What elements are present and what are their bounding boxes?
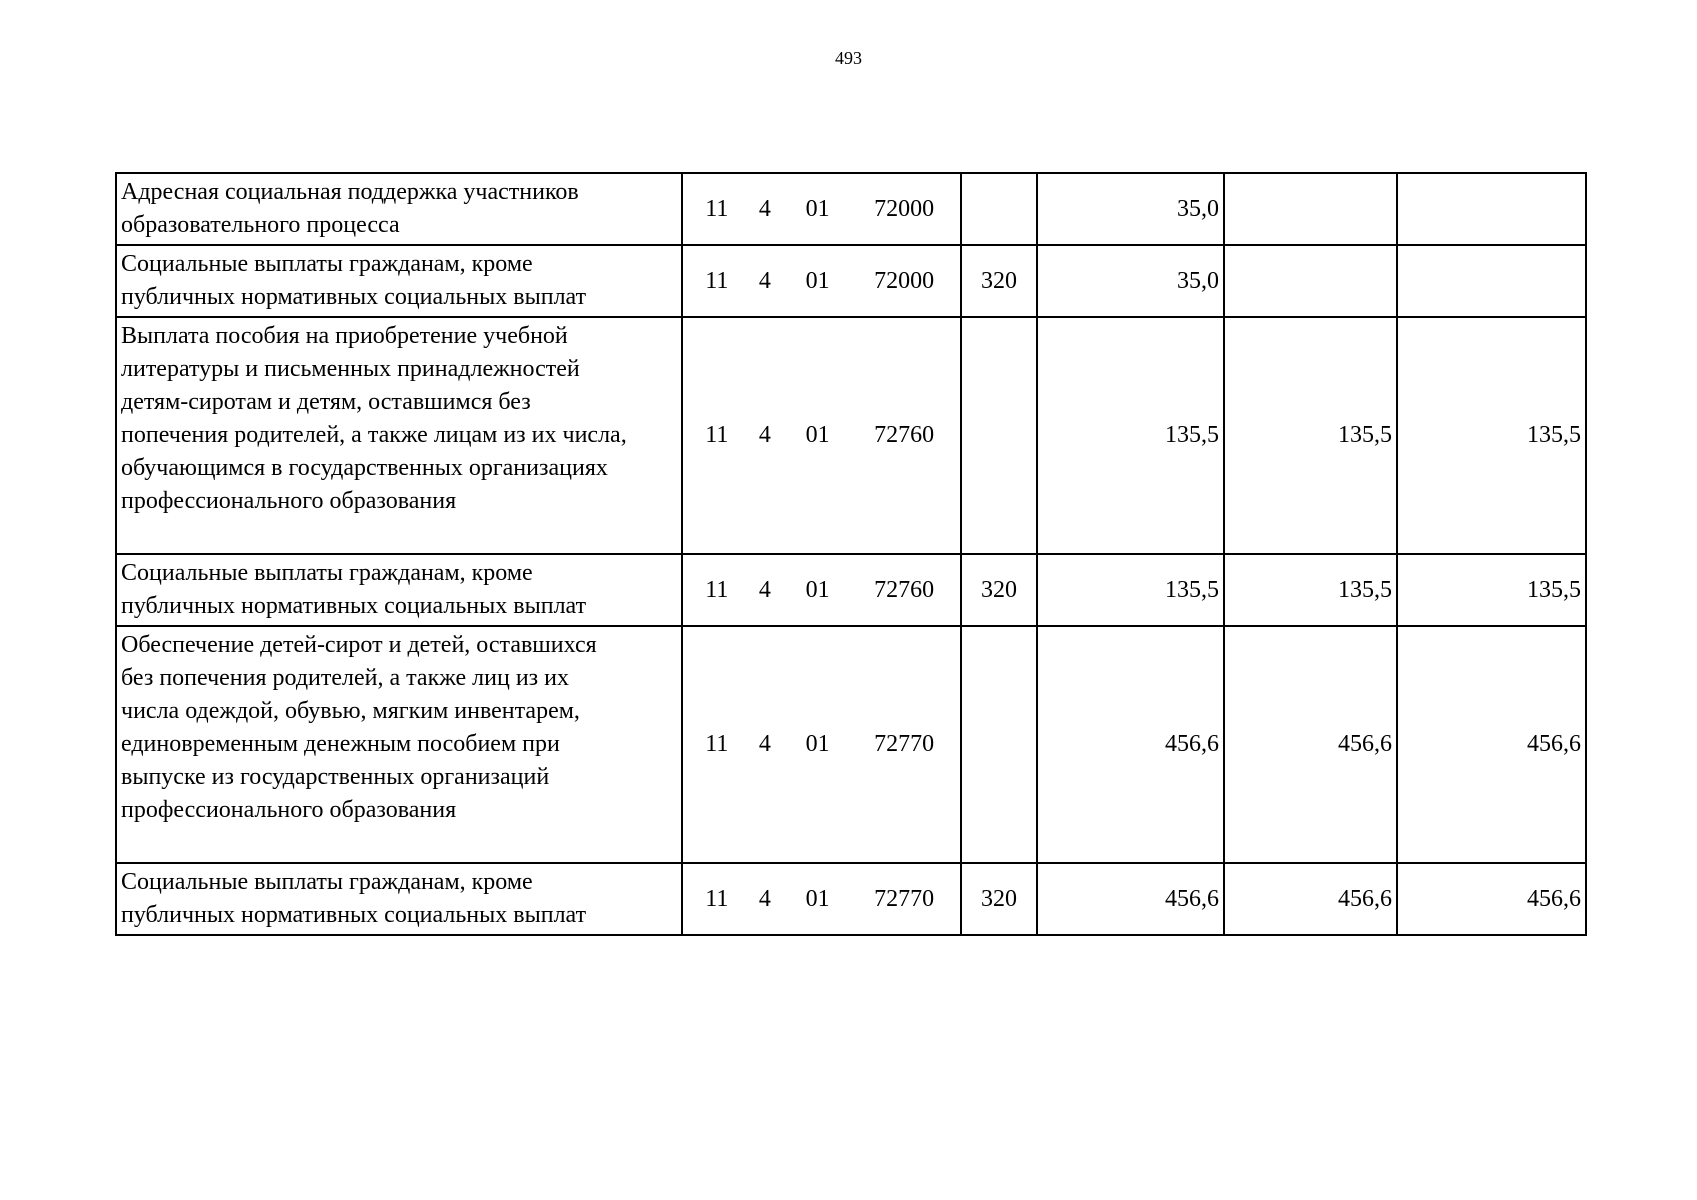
row-description (116, 245, 682, 317)
code-subprogram: 01 (805, 731, 830, 757)
code-cell (682, 173, 961, 245)
description-line: без попечения родителей, а также лиц из их (121, 665, 569, 691)
code-section: 11 (705, 731, 729, 757)
code-subprogram: 01 (805, 422, 830, 448)
table-row (116, 863, 1586, 935)
code-cell (682, 317, 961, 554)
code-program: 4 (758, 195, 771, 222)
code-direction: 72760 (874, 422, 935, 448)
code-section: 11 (705, 267, 729, 294)
code-section: 11 (705, 576, 729, 603)
description-line: выпуске из государственных организаций (121, 764, 550, 790)
code-direction: 72000 (874, 195, 935, 222)
amount-year1: 35,0 (1037, 245, 1224, 317)
amount-year2: 135,5 (1224, 317, 1397, 554)
amount-year1: 135,5 (1037, 317, 1224, 554)
amount-year3 (1397, 173, 1586, 245)
amount-year1: 456,6 (1037, 626, 1224, 863)
code-direction: 72770 (874, 885, 935, 912)
description-line: Социальные выплаты гражданам, кроме (121, 560, 533, 586)
code-cell (682, 626, 961, 863)
amount-year1: 456,6 (1037, 863, 1224, 935)
expense-type-cell (961, 173, 1037, 245)
row-description (116, 317, 682, 554)
amount-year3: 135,5 (1397, 554, 1586, 626)
code-subprogram: 01 (805, 885, 830, 912)
description-line: Адресная социальная поддержка участников (121, 179, 579, 205)
amount-year3: 135,5 (1397, 317, 1586, 554)
code-direction: 72760 (874, 576, 935, 603)
amount-year3: 456,6 (1397, 863, 1586, 935)
description-line: числа одеждой, обувью, мягким инвентарем, (121, 698, 580, 724)
description-line: публичных нормативных социальных выплат (121, 902, 587, 928)
description-line: единовременным денежным пособием при (121, 731, 560, 757)
code-cell (682, 245, 961, 317)
code-direction: 72770 (874, 731, 935, 757)
description-line: попечения родителей, а также лицам из их числа, (121, 422, 627, 448)
description-line: литературы и письменных принадлежностей (121, 356, 580, 382)
expense-type-cell: 320 (961, 863, 1037, 935)
expense-type-cell (961, 317, 1037, 554)
expense-type-cell: 320 (961, 245, 1037, 317)
description-line: профессионального образования (121, 797, 457, 823)
budget-table (115, 172, 1587, 936)
description-line: профессионального образования (121, 488, 457, 514)
description-line: Социальные выплаты гражданам, кроме (121, 869, 533, 895)
description-line: образовательного процесса (121, 212, 400, 238)
row-description (116, 626, 682, 863)
row-description (116, 173, 682, 245)
amount-year1: 35,0 (1037, 173, 1224, 245)
table-row (116, 626, 1586, 863)
page-number: 493 (835, 48, 862, 68)
table-row (116, 554, 1586, 626)
code-section: 11 (705, 422, 729, 448)
description-line: Выплата пособия на приобретение учебной (121, 323, 568, 349)
amount-year2: 135,5 (1224, 554, 1397, 626)
description-line: Обеспечение детей-сирот и детей, оставшихся (121, 632, 597, 658)
description-line: публичных нормативных социальных выплат (121, 284, 587, 310)
amount-year2: 456,6 (1224, 626, 1397, 863)
amount-year2 (1224, 173, 1397, 245)
code-program: 4 (758, 422, 771, 448)
row-description (116, 863, 682, 935)
code-subprogram: 01 (805, 195, 830, 222)
amount-year1: 135,5 (1037, 554, 1224, 626)
amount-year3: 456,6 (1397, 626, 1586, 863)
table-row (116, 245, 1586, 317)
table-row (116, 173, 1586, 245)
expense-type-cell (961, 626, 1037, 863)
code-program: 4 (758, 885, 771, 912)
code-program: 4 (758, 576, 771, 603)
code-subprogram: 01 (805, 576, 830, 603)
table-row (116, 317, 1586, 554)
code-section: 11 (705, 195, 729, 222)
amount-year2: 456,6 (1224, 863, 1397, 935)
amount-year2 (1224, 245, 1397, 317)
description-line: публичных нормативных социальных выплат (121, 593, 587, 619)
amount-year3 (1397, 245, 1586, 317)
code-section: 11 (705, 885, 729, 912)
description-line: детям-сиротам и детям, оставшимся без (121, 389, 531, 415)
code-cell (682, 554, 961, 626)
code-program: 4 (758, 267, 771, 294)
code-program: 4 (758, 731, 771, 757)
row-description (116, 554, 682, 626)
code-direction: 72000 (874, 267, 935, 294)
description-line: Социальные выплаты гражданам, кроме (121, 251, 533, 277)
expense-type-cell: 320 (961, 554, 1037, 626)
description-line: обучающимся в государственных организациях (121, 455, 608, 481)
code-cell (682, 863, 961, 935)
code-subprogram: 01 (805, 267, 830, 294)
